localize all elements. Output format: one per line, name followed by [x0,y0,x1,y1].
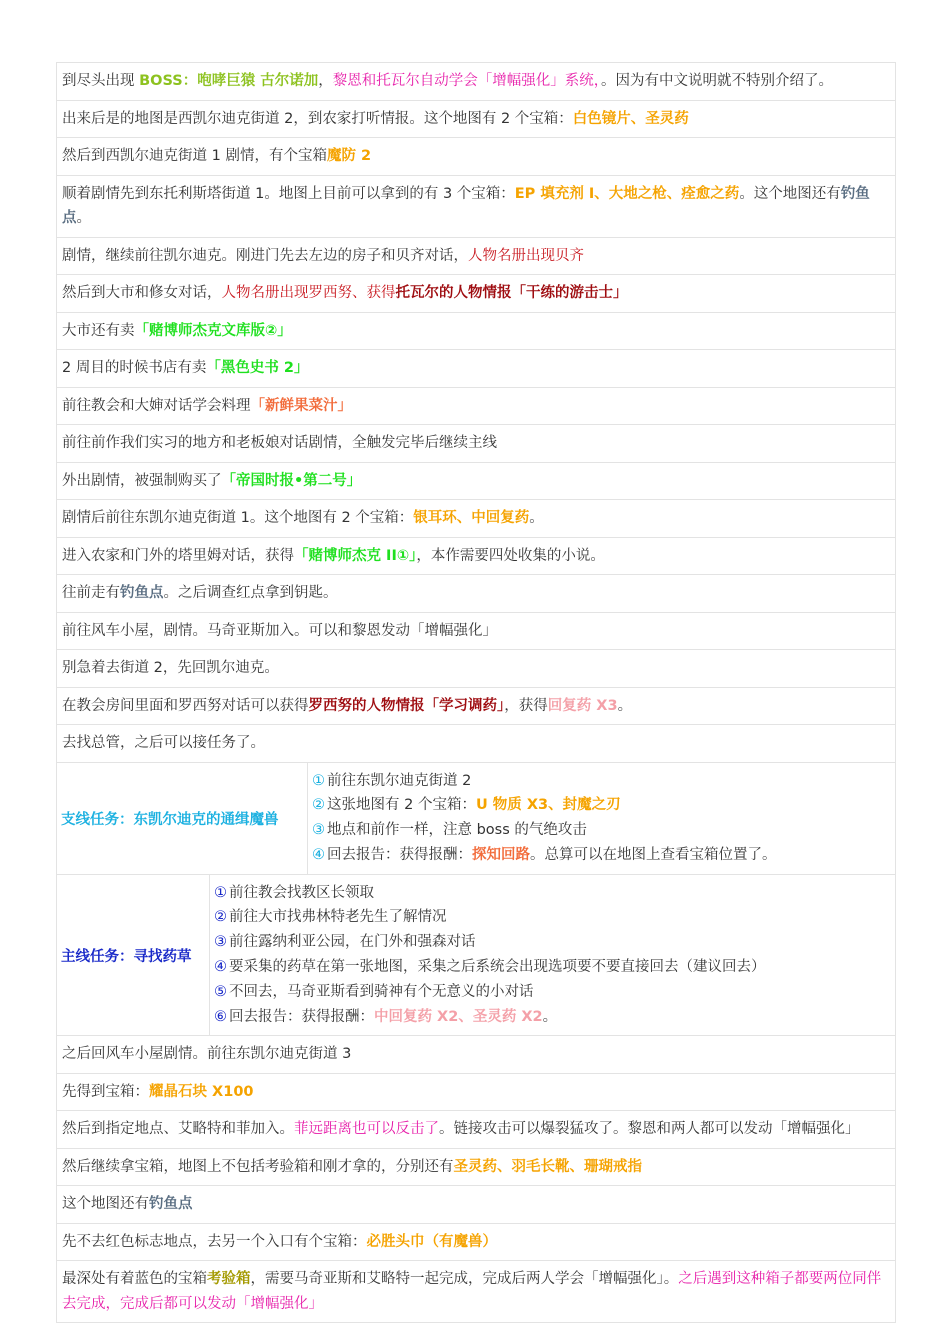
body-text: 然后到西凯尔迪克街道 1 剧情，有个宝箱 [62,148,327,164]
body-text: 前往教会找教区长领取 [229,884,374,901]
highlight-text: 回复药 X3 [547,697,618,714]
body-text: 剧情后前往东凯尔迪克街道 1。这个地图有 2 个宝箱： [62,510,414,526]
walkthrough-row [56,1036,896,1074]
body-text: ，需要马奇亚斯和艾略特一起完成，完成后两人学会「增幅强化」。 [250,1271,679,1288]
body-text: 不回去，马奇亚斯看到骑神有个无意义的小对话 [229,983,534,1000]
step-number: ④ [214,959,227,976]
quest-step [214,881,891,906]
walkthrough-row [56,176,896,238]
walkthrough-row [56,388,896,426]
highlight-text: 钓鱼点 [62,185,870,226]
body-text: 。 [617,697,633,714]
body-text: 回去报告：获得报酬： [327,846,472,863]
body-text: 然后到指定地点、艾略特和菲加入。 [62,1121,294,1138]
body-text: 这个地图还有 [62,1196,149,1213]
walkthrough-row [56,688,896,726]
highlight-text: 菲远距离也可以反击了 [294,1121,439,1138]
quest-step [312,769,891,794]
body-text: 出来后是的地图是西凯尔迪克街道 2，到农家打听情报。这个地图有 2 个宝箱： [62,110,573,127]
highlight-text: 「帝国时报•第二号」 [221,472,362,489]
highlight-text: 必胜头巾（有魔兽） [366,1233,497,1250]
highlight-text: 黎恩和托瓦尔自动学会「增幅强化」系统， [332,73,602,89]
walkthrough-row [56,575,896,613]
body-text: 到尽头出现 [62,73,140,89]
body-text: 然后到大市和修女对话， [62,285,222,301]
step-number: ③ [312,822,325,839]
body-text: 然后继续拿宝箱，地图上不包括考验箱和刚才拿的，分别还有 [62,1158,454,1175]
body-text: 。链接攻击可以爆裂猛攻了。黎恩和两人都可以发动「增幅强化」 [439,1121,860,1138]
highlight-text: 中回复药 X2、圣灵药 X2 [374,1008,543,1025]
walkthrough-row [56,425,896,463]
body-text: 。因为有中文说明就不特别介绍了。 [601,73,834,89]
walkthrough-row [56,650,896,688]
body-text: 前往东凯尔迪克街道 2 [327,772,472,789]
highlight-text: EP 填充剂 I、大地之枪、痊愈之药 [514,185,740,202]
side-quest-block [56,763,896,875]
highlight-text: 「新鲜果菜汁」 [250,397,352,414]
body-text: 别急着去街道 2，先回凯尔迪克。 [62,660,279,676]
side-quest-steps [308,763,895,874]
highlight-text: BOSS：咆哮巨猿 古尔诺加 [139,73,319,89]
quest-step [312,793,891,818]
body-text: 前往前作我们实习的地方和老板娘对话剧情，全触发完毕后继续主线 [62,435,497,451]
body-text: 往前走有 [62,585,120,601]
step-number: ① [312,772,325,789]
side-quest-label: 支线任务：东凯尔迪克的通缉魔兽 [57,763,308,874]
body-text: 最深处有着蓝色的宝箱 [62,1271,207,1288]
walkthrough-row [56,1186,896,1224]
main-quest-block [56,875,896,1037]
body-text: 2 周目的时候书店有卖 [62,360,207,376]
body-text: 在教会房间里面和罗西努对话可以获得 [62,697,309,714]
highlight-text: 「黑色史书 2」 [206,360,309,376]
step-number: ③ [214,934,227,951]
walkthrough-row [56,1149,896,1187]
body-text: 这张地图有 2 个宝箱： [327,797,476,814]
quest-step [312,818,891,843]
main-quest-label: 主线任务：寻找药草 [57,875,210,1036]
step-number: ④ [312,846,325,863]
body-text: 之后回风车小屋剧情。前往东凯尔迪克街道 3 [62,1046,352,1063]
walkthrough-row [56,1074,896,1112]
walkthrough-document [56,62,896,1323]
walkthrough-row [56,725,896,763]
walkthrough-row [56,1261,896,1323]
walkthrough-row [56,613,896,651]
body-text: 回去报告：获得报酬： [229,1008,374,1025]
walkthrough-row [56,313,896,351]
body-text: 先不去红色标志地点，去另一个入口有个宝箱： [62,1233,367,1250]
walkthrough-row [56,238,896,276]
step-number: ⑥ [214,1008,227,1025]
highlight-text: 「赌博师杰克文库版②」 [134,322,292,339]
walkthrough-row [56,463,896,501]
highlight-text: 银耳环、中回复药 [413,510,530,526]
body-text: 地点和前作一样，注意 boss 的气绝攻击 [327,822,587,839]
body-text: 。 [76,210,91,226]
body-text: 。总算可以在地图上查看宝箱位置了。 [530,846,777,863]
step-number: ① [214,884,227,901]
highlight-text: 考验箱 [207,1271,251,1288]
body-text: ，获得 [504,697,548,714]
body-text: 。 [529,510,544,526]
highlight-text: 「赌博师杰克 II①」 [294,547,417,564]
step-number: ② [214,909,227,926]
body-text: 。 [542,1008,558,1025]
body-text: 前往风车小屋，剧情。马奇亚斯加入。可以和黎恩发动「增幅强化」 [62,622,497,639]
step-number: ② [312,797,325,814]
highlight-text: 人物名册出现罗西努、获得 [221,285,396,301]
body-text: 剧情，继续前往凯尔迪克。刚进门先去左边的房子和贝齐对话， [62,247,468,264]
highlight-text: 罗西努的人物情报「学习调药」 [308,697,505,714]
walkthrough-row [56,1224,896,1262]
body-text: 。这个地图还有 [739,185,841,202]
quest-step [214,930,891,955]
body-text: 顺着剧情先到东托利斯塔街道 1。地图上目前可以拿到的有 3 个宝箱： [62,185,515,202]
quest-step [214,955,891,980]
quest-step [312,843,891,868]
body-text: 大市还有卖 [62,322,135,339]
highlight-text: 探知回路 [472,846,530,863]
body-text: 。之后调查红点拿到钥匙。 [163,585,338,601]
main-quest-steps [210,875,895,1036]
highlight-text: 之后遇到这种箱子都要两位同伴去完成，完成后都可以发动「增幅强化」 [62,1271,882,1312]
quest-step [214,980,891,1005]
body-text: 进入农家和门外的塔里姆对话，获得 [62,547,294,564]
quest-step [214,1005,891,1030]
highlight-text: 人物名册出现贝齐 [468,247,584,264]
highlight-text: 魔防 2 [326,148,372,164]
body-text: 去找总管，之后可以接任务了。 [62,735,265,751]
highlight-text: 白色镜片、圣灵药 [572,110,689,127]
body-text: 前往教会和大婶对话学会料理 [62,397,251,414]
body-text: ， [318,73,333,89]
highlight-text: 耀晶石块 X100 [149,1083,254,1100]
highlight-text: U 物质 X3、封魔之刃 [475,797,621,814]
walkthrough-row [56,500,896,538]
body-text: 前往大市找弗林特老先生了解情况 [229,909,447,926]
body-text: ，本作需要四处收集的小说。 [416,547,605,564]
highlight-text: 托瓦尔的人物情报「干练的游击士」 [395,285,628,301]
walkthrough-row [56,350,896,388]
body-text: 先得到宝箱： [62,1083,149,1100]
walkthrough-row [56,138,896,176]
highlight-text: 钓鱼点 [149,1196,193,1213]
step-number: ⑤ [214,983,227,1000]
walkthrough-row [56,101,896,139]
highlight-text: 圣灵药、羽毛长靴、珊瑚戒指 [453,1158,642,1175]
body-text: 前往露纳利亚公园，在门外和强森对话 [229,934,476,951]
highlight-text: 钓鱼点 [120,585,164,601]
walkthrough-row [56,275,896,313]
quest-step [214,905,891,930]
body-text: 外出剧情，被强制购买了 [62,472,222,489]
body-text: 要采集的药草在第一张地图，采集之后系统会出现选项要不要直接回去（建议回去） [229,959,766,976]
walkthrough-row [56,538,896,576]
walkthrough-row [56,63,896,101]
walkthrough-row [56,1111,896,1149]
